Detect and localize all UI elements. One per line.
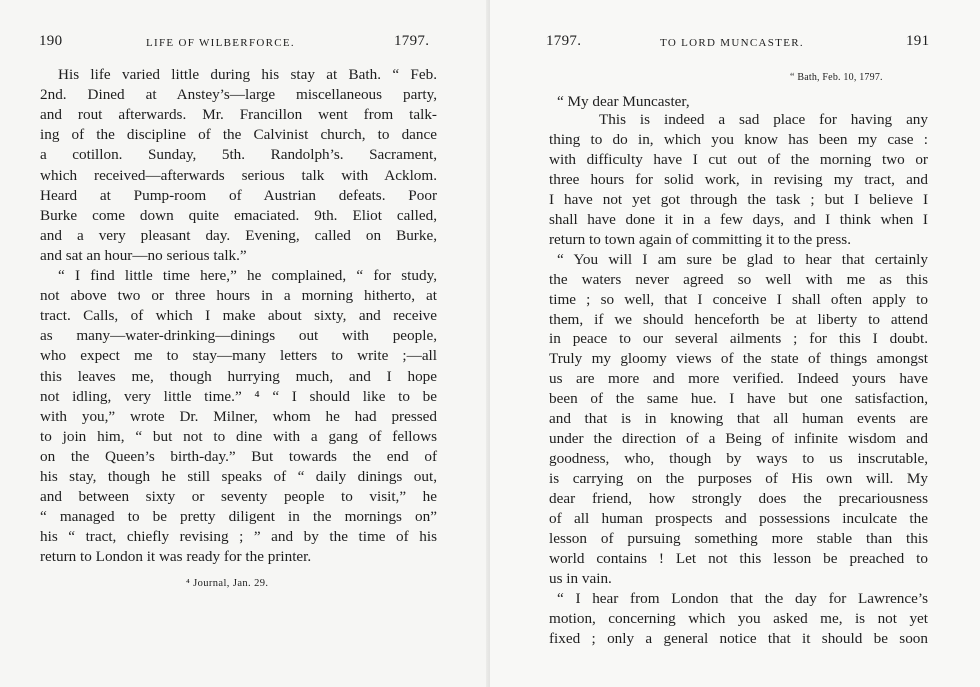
text-line: the waters never agreed so well with me as this xyxy=(549,270,928,288)
right-running-title: TO LORD MUNCASTER. xyxy=(660,37,804,49)
text-line: lesson of pursuing something more stable than this xyxy=(549,529,928,547)
text-line: return to town again of committing it to the press. xyxy=(549,230,852,248)
text-line: to join him, “ but not to dine with a gang of fellows xyxy=(40,427,437,445)
text-line: and between sixty or seventy people to visit,” he xyxy=(40,488,437,506)
text-line: “ You will I am sure be glad to hear that certainly xyxy=(557,250,928,268)
text-line: “ I hear from London that the day for Lawrence’s xyxy=(557,589,928,607)
text-line: Truly my gloomy views of the state of things amongst xyxy=(549,350,928,368)
text-line: I have not yet got through the task ; but I believe I xyxy=(549,190,928,208)
left-page-number: 190 xyxy=(39,33,63,49)
text-line: “ My dear Muncaster, xyxy=(557,93,690,110)
text-line: dear friend, how strongly does the precariousness xyxy=(549,490,928,508)
text-line: his stay, though he still speaks of “ daily dinings out, xyxy=(40,468,437,485)
right-page-header xyxy=(490,33,980,53)
letter-dateline: “ Bath, Feb. 10, 1797. xyxy=(790,72,883,83)
text-line: under the direction of a Being of infinite wisdom and xyxy=(549,430,928,448)
text-line: shall have done it in a few days, and I think when I xyxy=(549,210,928,228)
text-line: and a very pleasant day. Evening, called on Burke, xyxy=(40,226,437,244)
text-line: three hours for solid work, in revising my tract, and xyxy=(549,170,928,188)
text-line: 2nd. Dined at Anstey’s—large miscellaneous party, xyxy=(40,86,437,104)
text-line: as many—water-drinking—dinings out with people, xyxy=(40,327,437,345)
text-line: motion, concerning which you asked me, is not yet xyxy=(549,609,928,627)
text-line: his “ tract, chiefly revising ; ” and by the time of his xyxy=(40,528,437,546)
text-line: not above two or three hours in a morning hitherto, at xyxy=(40,287,437,305)
text-line: of all human prospects and possessions inculcate the xyxy=(549,510,928,527)
text-line: ing of the discipline of the Calvinist church, to dance xyxy=(40,126,437,144)
text-line: been of the same hue. I have but one satisfaction, xyxy=(549,390,928,408)
text-line: on the Queen’s birth-day.” But towards the end of xyxy=(40,447,437,465)
text-line: in peace to our several ailments ; for this I doubt. xyxy=(549,330,928,348)
text-line: goodness, who, though by ways to us inscrutable, xyxy=(549,450,928,468)
text-line: return to London it was ready for the printer. xyxy=(40,548,312,566)
text-line: thing to do in, which you know has been my case : xyxy=(549,130,928,148)
text-line: tract. Calls, of which I make about sixty, and receive xyxy=(40,307,437,325)
text-line: Heard at Pump-room of Austrian defeats. Poor xyxy=(40,186,437,204)
text-line: them, if we should henceforth be at liberty to attend xyxy=(549,310,928,328)
text-line: and that is in knowing that all human events are xyxy=(549,410,928,428)
text-line: time ; so well, that I conceive I shall often apply to xyxy=(549,290,928,308)
text-line: This is indeed a sad place for having any xyxy=(599,111,928,128)
text-line: and rout afterwards. Mr. Francillon went from talk- xyxy=(40,106,437,124)
text-line: fixed ; only a general notice that it should be soon xyxy=(549,629,928,647)
text-line: “ managed to be pretty diligent in the mornings on” xyxy=(40,508,437,526)
text-line: not idling, very little time.” ⁴ “ I should like to be xyxy=(40,387,437,405)
text-line: Burke come down quite emaciated. 9th. Eliot called, xyxy=(40,206,437,224)
text-line: us are more and more verified. Indeed yours have xyxy=(549,370,928,388)
text-line: His life varied little during his stay at Bath. “ Feb. xyxy=(58,66,437,83)
text-line: who expect me to stay—many letters to write ;—all xyxy=(40,347,437,365)
left-page-year: 1797. xyxy=(394,33,430,49)
text-line: and sat an hour—no serious talk.” xyxy=(40,246,247,264)
text-line: is carrying on the purposes of His own will. My xyxy=(549,470,928,488)
text-line: us in vain. xyxy=(549,569,612,587)
left-page-header xyxy=(0,33,490,53)
left-running-title: LIFE OF WILBERFORCE. xyxy=(146,37,295,49)
text-line: a cotillon. Sunday, 5th. Randolph’s. Sacrament, xyxy=(40,146,437,164)
text-line: which received—afterwards serious talk with Acklom. xyxy=(40,166,437,184)
text-line: “ I find little time here,” he complained, “ for study, xyxy=(58,267,437,284)
right-page-year: 1797. xyxy=(546,33,582,49)
left-footnote: ⁴ Journal, Jan. 29. xyxy=(186,578,269,589)
text-line: with you,” wrote Dr. Milner, whom he had pressed xyxy=(40,407,437,425)
text-line: world contains ! Let not this lesson be preached to xyxy=(549,549,928,567)
right-page xyxy=(490,0,980,687)
right-page-number: 191 xyxy=(906,33,930,49)
text-line: with difficulty have I cut out of the morning two or xyxy=(549,150,928,168)
text-line: this leaves me, though hurrying much, and I hope xyxy=(40,367,437,385)
